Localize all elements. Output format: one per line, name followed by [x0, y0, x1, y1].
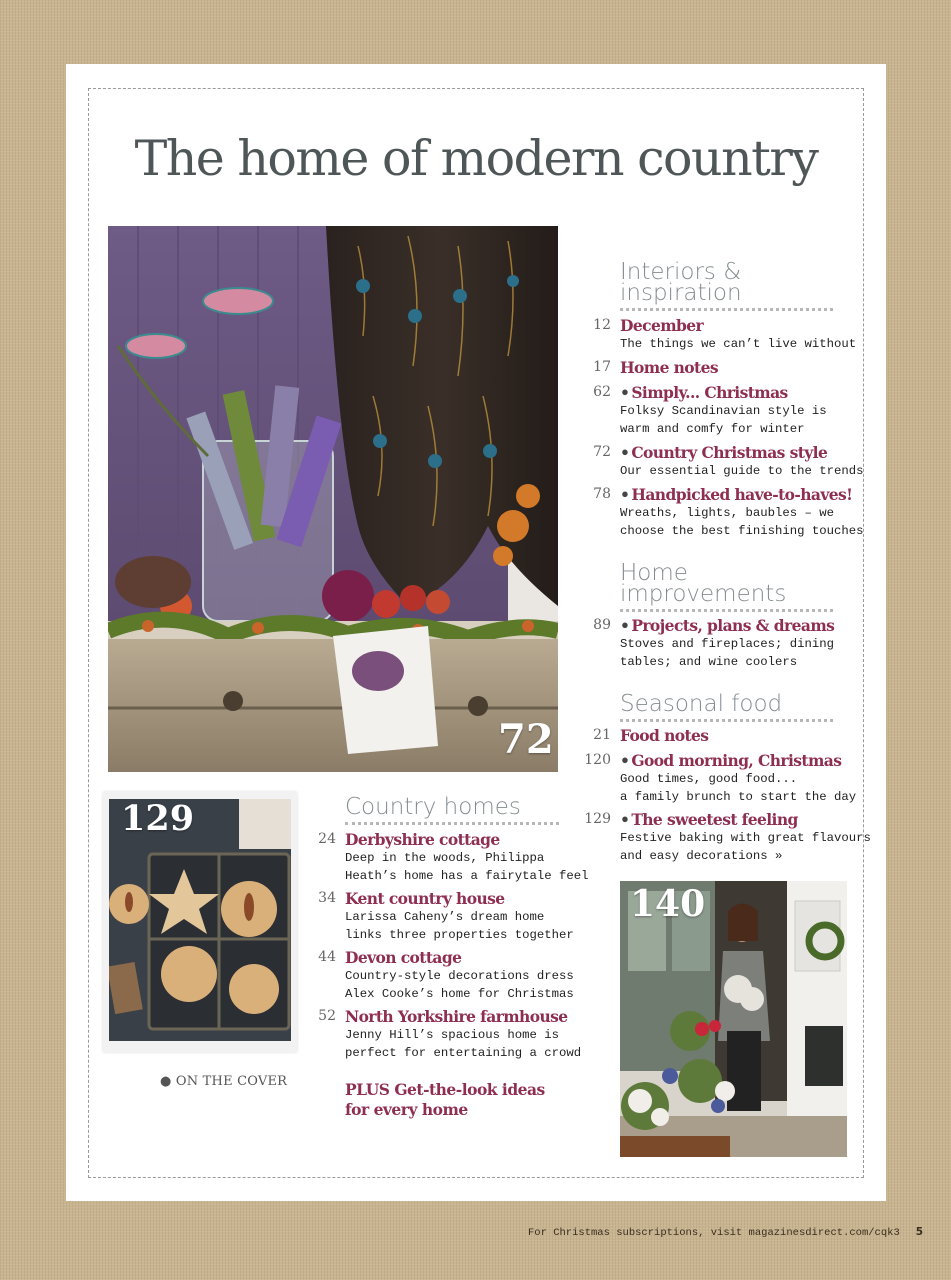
- main-photo-christmas-dresser[interactable]: [108, 226, 558, 772]
- toc-entry-title: Derbyshire cottage: [345, 830, 500, 849]
- toc-entry-title: Projects, plans & dreams: [631, 616, 835, 635]
- toc-entry-description: Jenny Hill’s spacious home is perfect for entertaining a crowd: [345, 1028, 582, 1060]
- toc-page-number: 52: [318, 1008, 336, 1024]
- toc-entry-title: North Yorkshire farmhouse: [345, 1007, 568, 1026]
- toc-entry-description: Country-style decorations dress Alex Cooke’s home for Christmas: [345, 969, 574, 1001]
- toc-entry-kent-country-house[interactable]: [318, 889, 574, 944]
- toc-entry-description: Larissa Caheny’s dream home links three properties together: [345, 910, 574, 942]
- toc-entry-description: Good times, good food... a family brunch to start the day: [620, 772, 857, 804]
- toc-entry-description: Festive baking with great flavours and easy decorations »: [620, 831, 871, 863]
- main-photo-page-number: 72: [498, 716, 554, 763]
- cookies-photo-page-number: 129: [121, 798, 195, 839]
- toc-entry-title: Devon cottage: [345, 948, 462, 967]
- toc-entry-north-yorkshire-farmhouse[interactable]: [318, 1007, 582, 1062]
- toc-entry-handpicked[interactable]: [593, 485, 864, 540]
- toc-entry-title: Good morning, Christmas: [631, 751, 842, 770]
- toc-entry-title: Country Christmas style: [631, 443, 828, 462]
- toc-page-number: 34: [318, 890, 336, 906]
- on-the-cover-note: ● ON THE COVER: [160, 1074, 288, 1089]
- toc-entry-december[interactable]: [593, 316, 857, 354]
- toc-page-number: 129: [584, 811, 611, 827]
- bullet-icon: •: [620, 810, 630, 829]
- toc-entry-sweetest-feeling[interactable]: [584, 810, 871, 865]
- toc-entry-devon-cottage[interactable]: [318, 948, 574, 1003]
- footer-subscription-text[interactable]: For Christmas subscriptions, visit magazinesdirect.com/cqk3: [528, 1227, 900, 1239]
- toc-entry-simply-christmas[interactable]: [593, 383, 827, 438]
- toc-entry-good-morning-christmas[interactable]: [584, 751, 857, 806]
- toc-entry-description: Our essential guide to the trends: [620, 464, 864, 478]
- toc-page-number: 62: [593, 384, 611, 400]
- toc-page-number: 24: [318, 831, 336, 847]
- toc-entry-title: The sweetest feeling: [631, 810, 798, 829]
- toc-page-number: 120: [584, 752, 611, 768]
- toc-entry-country-christmas-style[interactable]: [593, 443, 864, 481]
- page-headline: The home of modern country: [134, 130, 818, 187]
- magazine-page: [66, 64, 886, 1201]
- toc-entry-description: Deep in the woods, Philippa Heath’s home has a fairytale feel: [345, 851, 589, 883]
- florist-photo[interactable]: [620, 881, 847, 1157]
- section-title-country-homes: Country homes: [345, 797, 559, 825]
- bullet-icon: •: [620, 751, 630, 770]
- toc-page-number: 89: [593, 617, 611, 633]
- toc-page-number: 44: [318, 949, 336, 965]
- toc-entry-title: Simply... Christmas: [631, 383, 788, 402]
- toc-entry-title: Handpicked have-to-haves!: [631, 485, 853, 504]
- toc-entry-title: Food notes: [620, 726, 709, 745]
- toc-entry-projects-plans[interactable]: [593, 616, 835, 671]
- toc-page-number: 72: [593, 444, 611, 460]
- toc-entry-title: Home notes: [620, 358, 718, 377]
- toc-page-number: 21: [593, 727, 611, 743]
- bullet-icon: ●: [160, 1074, 172, 1089]
- toc-page-number: 12: [593, 317, 611, 333]
- section-title-seasonal-food: Seasonal food: [620, 694, 833, 722]
- plus-get-the-look[interactable]: PLUS Get-the-look ideas for every home: [345, 1080, 545, 1119]
- toc-entry-description: The things we can’t live without: [620, 337, 857, 351]
- bullet-icon: •: [620, 443, 630, 462]
- bullet-icon: •: [620, 485, 630, 504]
- toc-entry-derbyshire-cottage[interactable]: [318, 830, 589, 885]
- toc-entry-title: December: [620, 316, 704, 335]
- toc-entry-title: Kent country house: [345, 889, 505, 908]
- bullet-icon: •: [620, 616, 630, 635]
- toc-entry-food-notes[interactable]: [593, 726, 709, 746]
- bullet-icon: •: [620, 383, 630, 402]
- florist-photo-page-number: 140: [630, 883, 706, 925]
- page-number: 5: [915, 1226, 924, 1238]
- footer: [528, 1226, 923, 1239]
- toc-entry-description: Stoves and fireplaces; dining tables; and wine coolers: [620, 637, 835, 669]
- toc-entry-home-notes[interactable]: [593, 358, 718, 378]
- section-title-interiors: Interiors & inspiration: [620, 262, 833, 311]
- toc-entry-description: Wreaths, lights, baubles – we choose the best finishing touches: [620, 506, 864, 538]
- toc-page-number: 78: [593, 486, 611, 502]
- toc-page-number: 17: [593, 359, 611, 375]
- section-title-home-improvements: Home improvements: [620, 563, 833, 612]
- toc-entry-description: Folksy Scandinavian style is warm and comfy for winter: [620, 404, 827, 436]
- cover-photo-cookies[interactable]: [103, 792, 297, 1052]
